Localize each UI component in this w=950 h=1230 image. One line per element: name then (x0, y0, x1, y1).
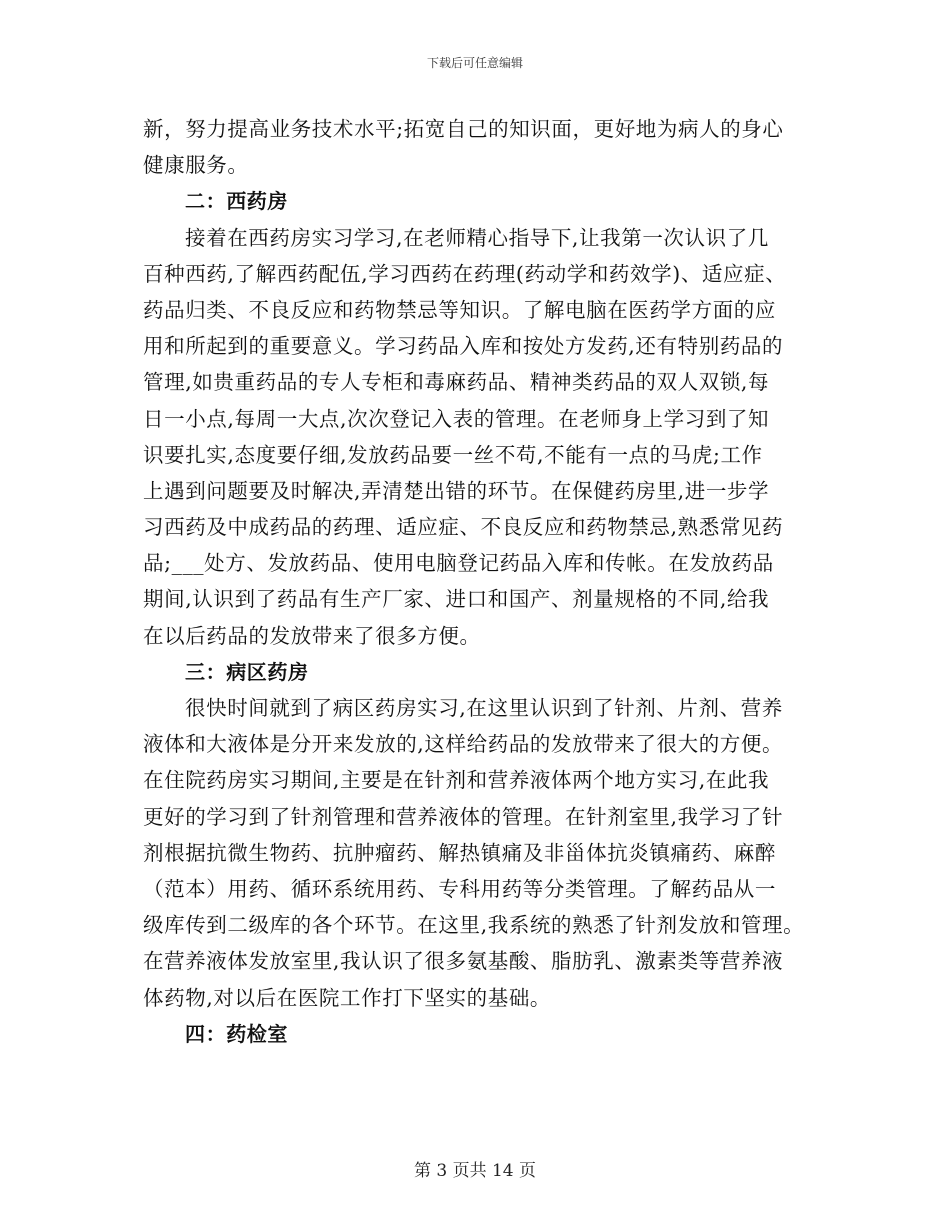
paragraph-line: 用和所起到的重要意义。学习药品入库和按处方发药,还有特别药品的 (143, 334, 784, 359)
paragraph-line: 在住院药房实习期间,主要是在针剂和营养液体两个地方实习,在此我 (143, 768, 770, 793)
paragraph-line: 期间,认识到了药品有生产厂家、进口和国产、剂量规格的不同,给我 (143, 587, 770, 612)
paragraph-line: 健康服务。 (143, 153, 249, 178)
paragraph-line: 很快时间就到了病区药房实习,在这里认识到了针剂、片剂、营养 (185, 696, 783, 720)
paragraph-line: （范本）用药、循环系统用药、专科用药等分类管理。了解药品从一 (143, 876, 776, 901)
page-header-note: 下载后可任意编辑 (426, 56, 523, 70)
paragraph-line: 在以后药品的发放带来了很多方便。 (143, 623, 481, 648)
paragraph-line: 在营养液体发放室里,我认识了很多氨基酸、脂肪乳、激素类等营养液 (143, 949, 784, 974)
paragraph-line: 液体和大液体是分开来发放的,这样给药品的发放带来了很大的方便。 (143, 732, 784, 757)
document-body (143, 111, 823, 1052)
paragraph-line: 级库传到二级库的各个环节。在这里,我系统的熟悉了针剂发放和管理。 (143, 913, 805, 938)
section-heading-western-pharmacy: 二：西药房 (185, 189, 288, 214)
paragraph-line: 识要扎实,态度要仔细,发放药品要一丝不苟,不能有一点的马虎;工作 (143, 442, 763, 467)
paragraph-line: 更好的学习到了针剂管理和营养液体的管理。在针剂室里,我学习了针 (143, 804, 784, 829)
paragraph-line: 上遇到问题要及时解决,弄清楚出错的环节。在保健药房里,进一步学 (143, 478, 770, 503)
paragraph-line: 剂根据抗微生物药、抗肿瘤药、解热镇痛及非甾体抗炎镇痛药、麻醉 (143, 840, 776, 865)
paragraph-line: 品;___处方、发放药品、使用电脑登记药品入库和传帐。在发放药品 (143, 551, 774, 576)
paragraph-line: 体药物,对以后在医院工作打下坚实的基础。 (143, 985, 552, 1010)
page-number: 第 3 页共 14 页 (413, 1161, 537, 1181)
paragraph-line: 药品归类、不良反应和药物禁忌等知识。了解电脑在医药学方面的应 (143, 297, 776, 322)
section-heading-ward-pharmacy: 三：病区药房 (185, 659, 309, 684)
paragraph-line: 新，努力提高业务技术水平;拓宽自己的知识面，更好地为病人的身心 (143, 117, 784, 141)
paragraph-line: 习西药及中成药品的药理、适应症、不良反应和药物禁忌,熟悉常见药 (143, 515, 784, 540)
paragraph-line: 管理,如贵重药品的专人专柜和毒麻药品、精神类药品的双人双锁,每 (143, 370, 770, 395)
paragraph-line: 日一小点,每周一大点,次次登记入表的管理。在老师身上学习到了知 (143, 406, 770, 431)
paragraph-line: 接着在西药房实习学习,在老师精心指导下,让我第一次认识了几 (185, 225, 769, 250)
section-heading-drug-inspection: 四：药检室 (185, 1021, 288, 1046)
paragraph-line: 百种西药,了解西药配伍,学习西药在药理(药动学和药效学)、适应症、 (143, 261, 787, 286)
